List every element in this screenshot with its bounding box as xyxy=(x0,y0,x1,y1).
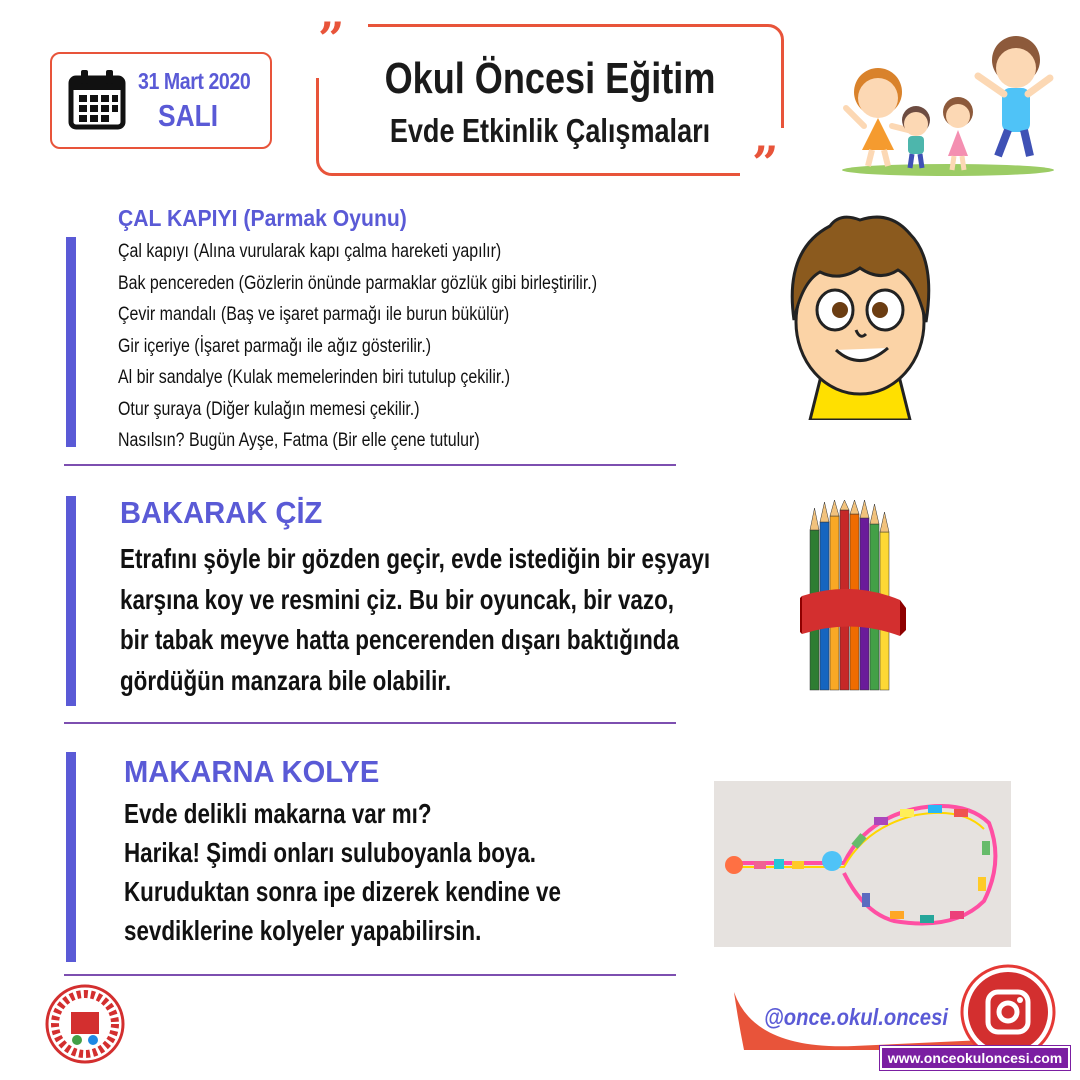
section-3-text xyxy=(124,794,561,950)
section-1-line: Gir içeriye (İşaret parmağı ile ağız gösterilir.) xyxy=(118,335,432,357)
boy-face-illustration xyxy=(780,210,938,420)
section-2-line: Etrafını şöyle bir gözden geçir, evde istediğin bir eşyayı xyxy=(120,543,711,574)
date-label: 31 Mart 2020 xyxy=(138,68,251,94)
page-subtitle: Evde Etkinlik Çalışmaları xyxy=(389,112,711,149)
section-3-line: Evde delikli makarna var mı? xyxy=(124,798,432,829)
quote-open-mark: ” xyxy=(318,12,345,66)
section-1-line: Çevir mandalı (Baş ve işaret parmağı ile burun bükülür) xyxy=(118,304,510,325)
section-2-text xyxy=(120,539,710,701)
section-divider xyxy=(64,722,676,724)
instagram-handle[interactable]: @once.okul.oncesi xyxy=(764,1004,948,1030)
family-illustration xyxy=(838,30,1056,178)
school-logo xyxy=(45,984,125,1064)
section-divider xyxy=(64,464,676,466)
section-2-line: karşına koy ve resmini çiz. Bu bir oyuncak, bir vazo, xyxy=(120,583,674,615)
section-3-line: sevdiklerine kolyeler yapabilirsin. xyxy=(124,915,482,946)
pasta-necklace-photo xyxy=(714,781,1011,947)
section-divider xyxy=(64,974,676,976)
section-1-text xyxy=(118,236,597,457)
section-1-line: Çal kapıyı (Alına vurularak kapı çalma hareketi yapılır) xyxy=(118,241,502,262)
page-title: Okul Öncesi Eğitim xyxy=(384,54,716,103)
date-box xyxy=(50,52,272,149)
section-3-line: Kuruduktan sonra ipe dizerek kendine ve xyxy=(124,876,561,907)
section-2-accent-bar xyxy=(66,496,76,706)
calendar-icon xyxy=(68,68,126,130)
website-url-bar[interactable] xyxy=(880,1046,1070,1070)
section-2-line: bir tabak meyve hatta pencerenden dışarı baktığında xyxy=(120,624,679,655)
section-2-line: gördüğün manzara bile olabilir. xyxy=(120,664,452,696)
section-3-title: MAKARNA KOLYE xyxy=(124,754,380,789)
section-3-line: Harika! Şimdi onları suluboyanla boya. xyxy=(124,837,537,868)
section-1-line: Bak pencereden (Gözlerin önünde parmaklar gözlük gibi birleştirilir.) xyxy=(118,272,598,294)
section-1-line: Nasılsın? Bugün Ayşe, Fatma (Bir elle çene tutulur) xyxy=(118,430,480,451)
section-3-accent-bar xyxy=(66,752,76,962)
section-1-line: Otur şuraya (Diğer kulağın memesi çekilir.) xyxy=(118,398,420,420)
section-1-line: Al bir sandalye (Kulak memelerinden biri tutulup çekilir.) xyxy=(118,367,511,388)
day-label: SALI xyxy=(158,98,219,133)
website-url[interactable]: www.onceokuloncesi.com xyxy=(887,1050,1063,1066)
quote-close-mark: ” xyxy=(752,136,779,190)
section-2-title: BAKARAK ÇİZ xyxy=(120,495,323,530)
section-1-accent-bar xyxy=(66,237,76,447)
colored-pencils-illustration xyxy=(800,500,906,700)
section-1-title: ÇAL KAPIYI (Parmak Oyunu) xyxy=(118,205,407,231)
